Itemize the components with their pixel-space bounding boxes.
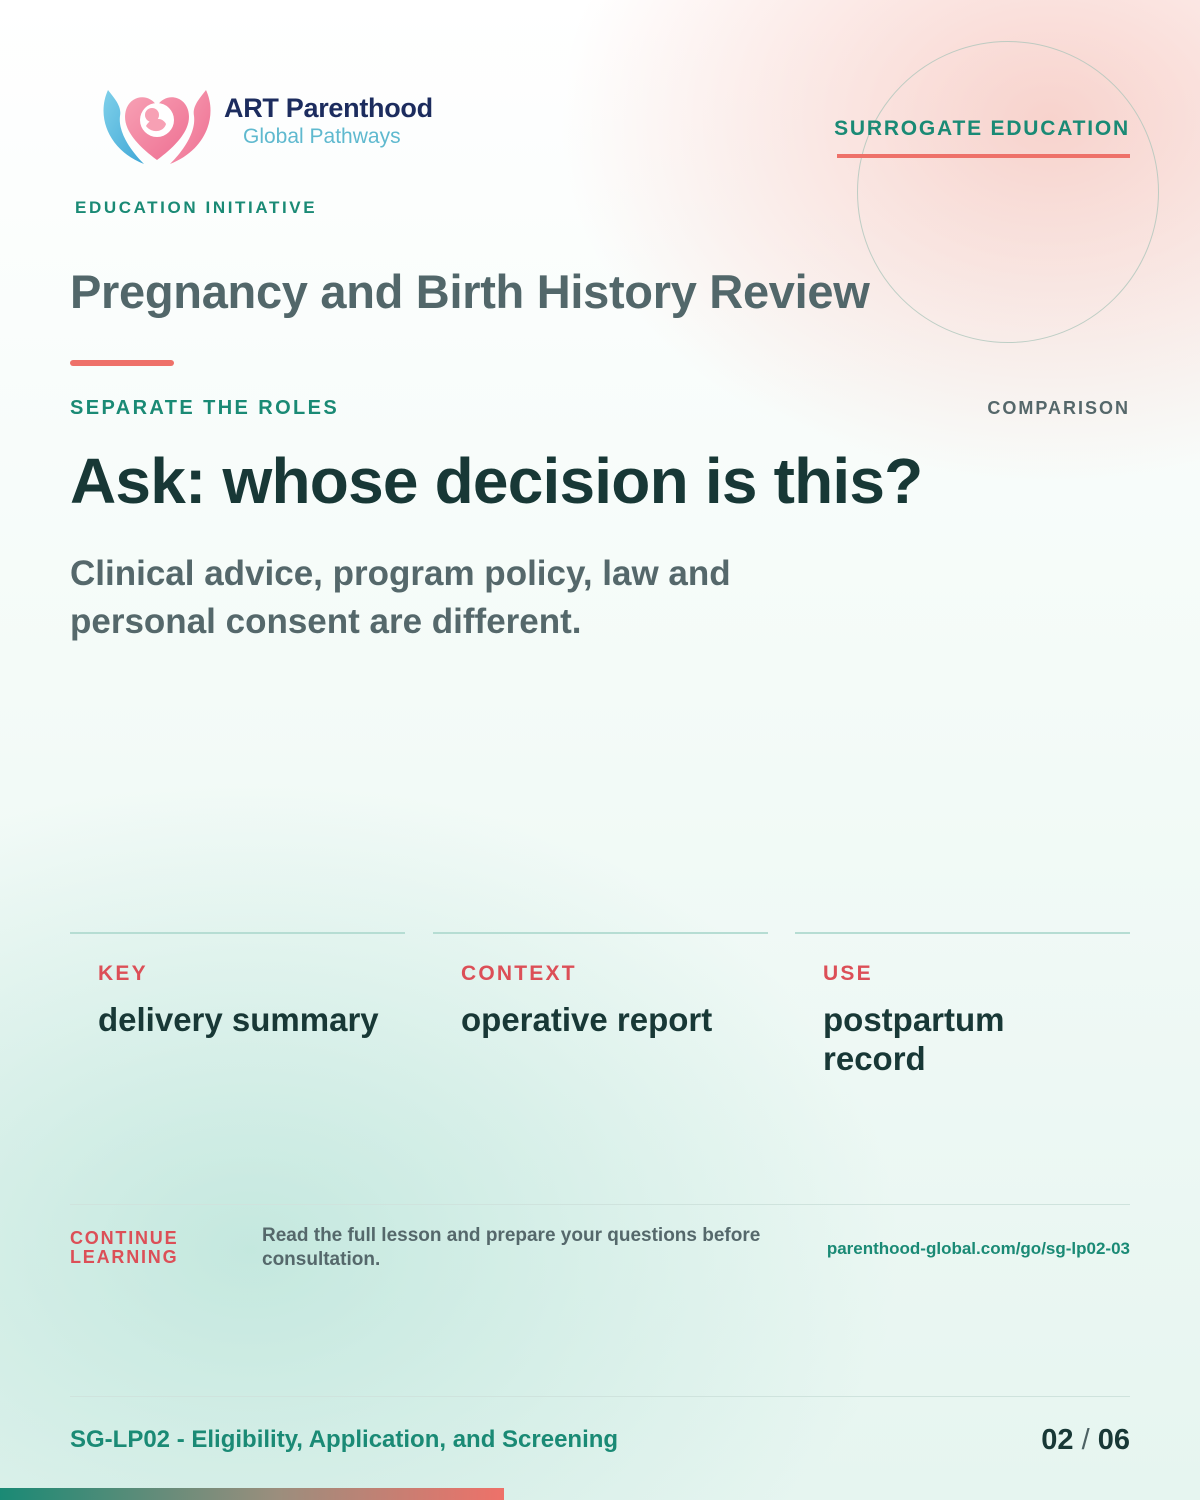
page-indicator xyxy=(1041,1424,1130,1457)
title-accent-bar xyxy=(70,360,174,366)
card-label: USE xyxy=(823,962,873,985)
card-label: CONTEXT xyxy=(461,962,577,985)
card-use xyxy=(795,932,1130,1104)
footer-divider xyxy=(70,1396,1130,1397)
section-eyebrow: SEPARATE THE ROLES xyxy=(70,397,340,419)
initiative-label: EDUCATION INITIATIVE xyxy=(75,198,318,217)
card-value: delivery summary xyxy=(98,1001,379,1038)
decorative-circle xyxy=(857,41,1159,343)
cta-divider xyxy=(70,1204,1130,1205)
page-title: Pregnancy and Birth History Review xyxy=(70,265,870,318)
cta-label: CONTINUE LEARNING xyxy=(70,1228,179,1267)
category-label: SURROGATE EDUCATION xyxy=(834,117,1130,140)
page-total: 06 xyxy=(1097,1424,1130,1456)
card-label: KEY xyxy=(98,962,148,985)
cta-text: Read the full lesson and prepare your questions before consultation. xyxy=(262,1225,761,1270)
card-value: operative report xyxy=(461,1001,713,1038)
brand-subtitle: Global Pathways xyxy=(243,125,401,148)
category-underline xyxy=(837,154,1130,158)
headline: Ask: whose decision is this? xyxy=(70,445,923,517)
lesson-link[interactable]: parenthood-global.com/go/sg-lp02-03 xyxy=(826,1239,1130,1258)
section-tag: COMPARISON xyxy=(987,398,1130,418)
subheadline: Clinical advice, program policy, law and personal consent are different. xyxy=(70,554,731,641)
card-value: postpartum record xyxy=(823,1001,1005,1077)
course-title: SG-LP02 - Eligibility, Application, and Screening xyxy=(70,1426,619,1453)
logo-hands-heart-icon xyxy=(100,76,214,172)
page-current: 02 xyxy=(1041,1424,1074,1456)
progress-bar xyxy=(0,1488,504,1500)
page-separator: / xyxy=(1081,1424,1090,1456)
brand-name: ART Parenthood xyxy=(224,93,433,123)
card-key xyxy=(70,932,405,1104)
card-context xyxy=(433,932,768,1104)
